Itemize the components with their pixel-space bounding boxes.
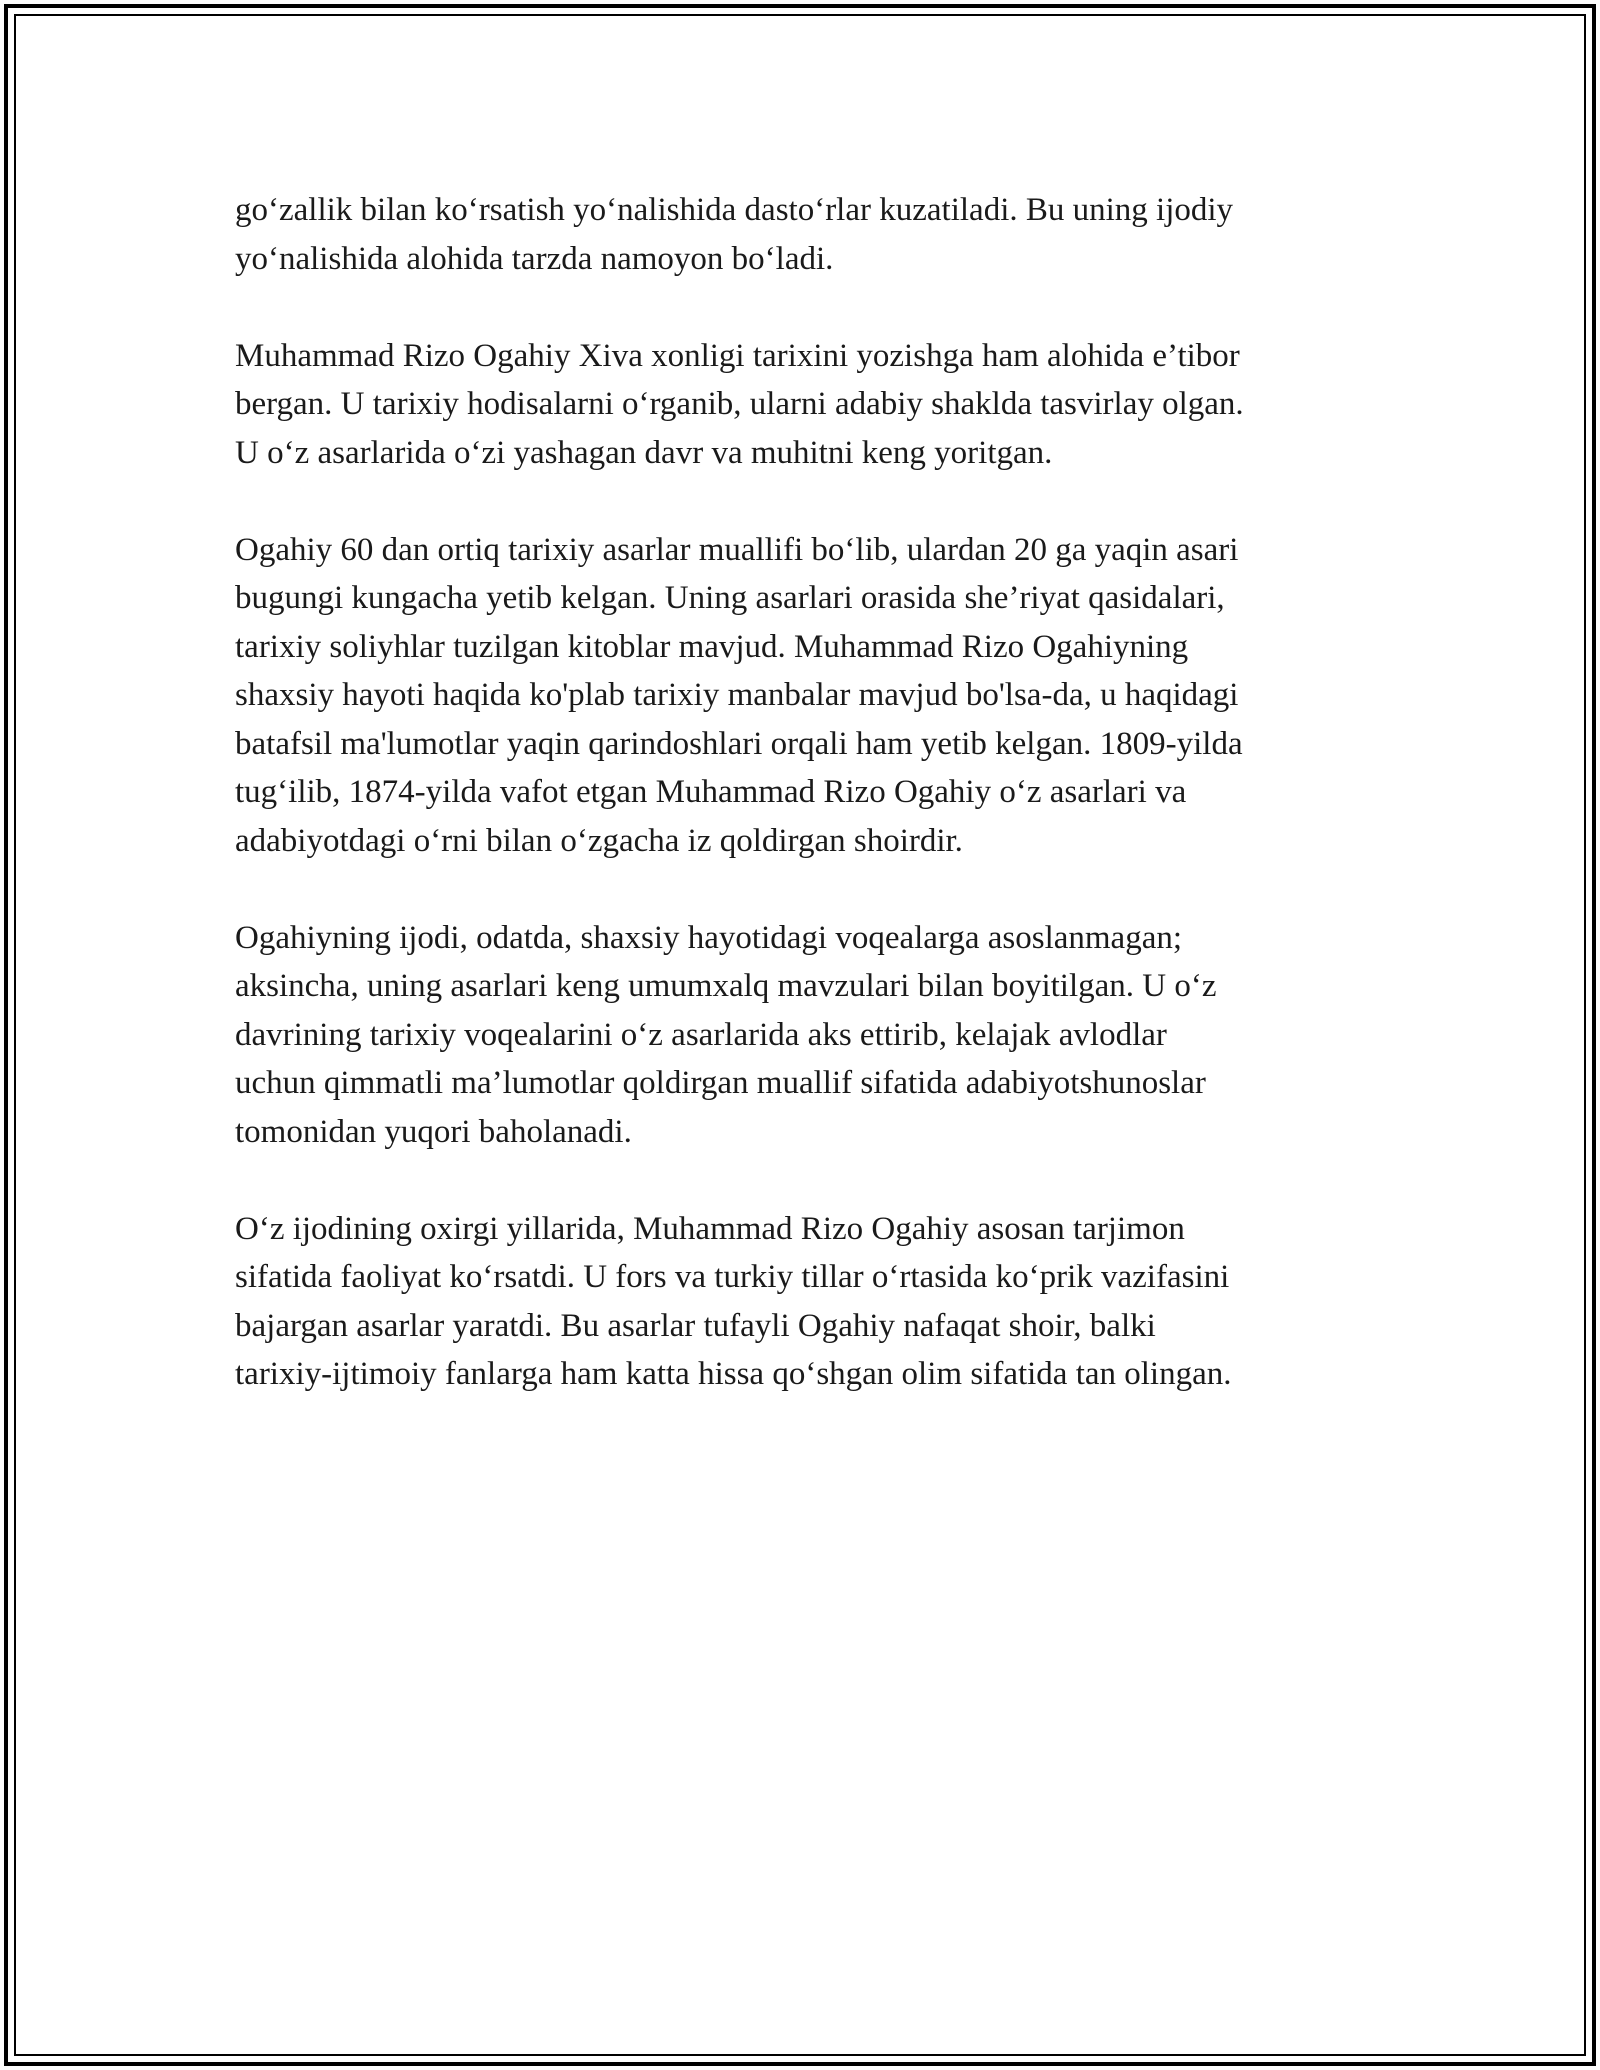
paragraph-1: go‘zallik bilan ko‘rsatish yo‘nalishida dasto‘rlar kuzatiladi. Bu uning ijodiy yo‘nalishida alohida tarzda namoyon bo‘ladi. — [235, 192, 1234, 277]
paragraph-4: Ogahiyning ijodi, odatda, shaxsiy hayotidagi voqealarga asoslanmagan; aksincha, uning asarlari keng umumxalq mavzulari bilan boyitilgan. U o‘z davrining tarixiy voqealarini o‘z asarlarida aks ettirib, kelajak avlodlar uchun qimmatli ma’lumotlar qoldirgan muallif sifatida adabiyotshunoslar tomonidan yuqori baholanadi. — [235, 919, 1217, 1150]
paragraph-5: O‘z ijodining oxirgi yillarida, Muhammad Rizo Ogahiy asosan tarjimon sifatida faoliyat ko‘rsatdi. U fors va turkiy tillar o‘rtasida ko‘prik vazifasini bajargan asarlar yaratdi. Bu asarlar tufayli Ogahiy nafaqat shoir, balki tarixiy-ijtimoiy fanlarga ham katta hissa qo‘shgan olim sifatida tan olingan. — [235, 1210, 1232, 1392]
paragraph-2: Muhammad Rizo Ogahiy Xiva xonligi tarixini yozishga ham alohida e’tibor bergan. U tarixiy hodisalarni o‘rganib, ularni adabiy shaklda tasvirlay olgan. U o‘z asarlarida o‘zi yashagan davr va muhitni keng yoritgan. — [235, 337, 1244, 471]
document-body — [235, 186, 1365, 1447]
paragraph-3: Ogahiy 60 dan ortiq tarixiy asarlar muallifi bo‘lib, ulardan 20 ga yaqin asari bugungi kungacha yetib kelgan. Uning asarlari orasida she’riyat qasidalari, tarixiy soliyhlar tuzilgan kitoblar mavjud. Muhammad Rizo Ogahiyning shaxsiy hayoti haqida ko'plab tarixiy manbalar mavjud bo'lsa-da, u haqidagi batafsil ma'lumotlar yaqin qarindoshlari orqali ham yetib kelgan. 1809-yilda tug‘ilib, 1874-yilda vafot etgan Muhammad Rizo Ogahiy o‘z asarlari va adabiyotdagi o‘rni bilan o‘zgacha iz qoldirgan shoirdir. — [235, 531, 1243, 859]
